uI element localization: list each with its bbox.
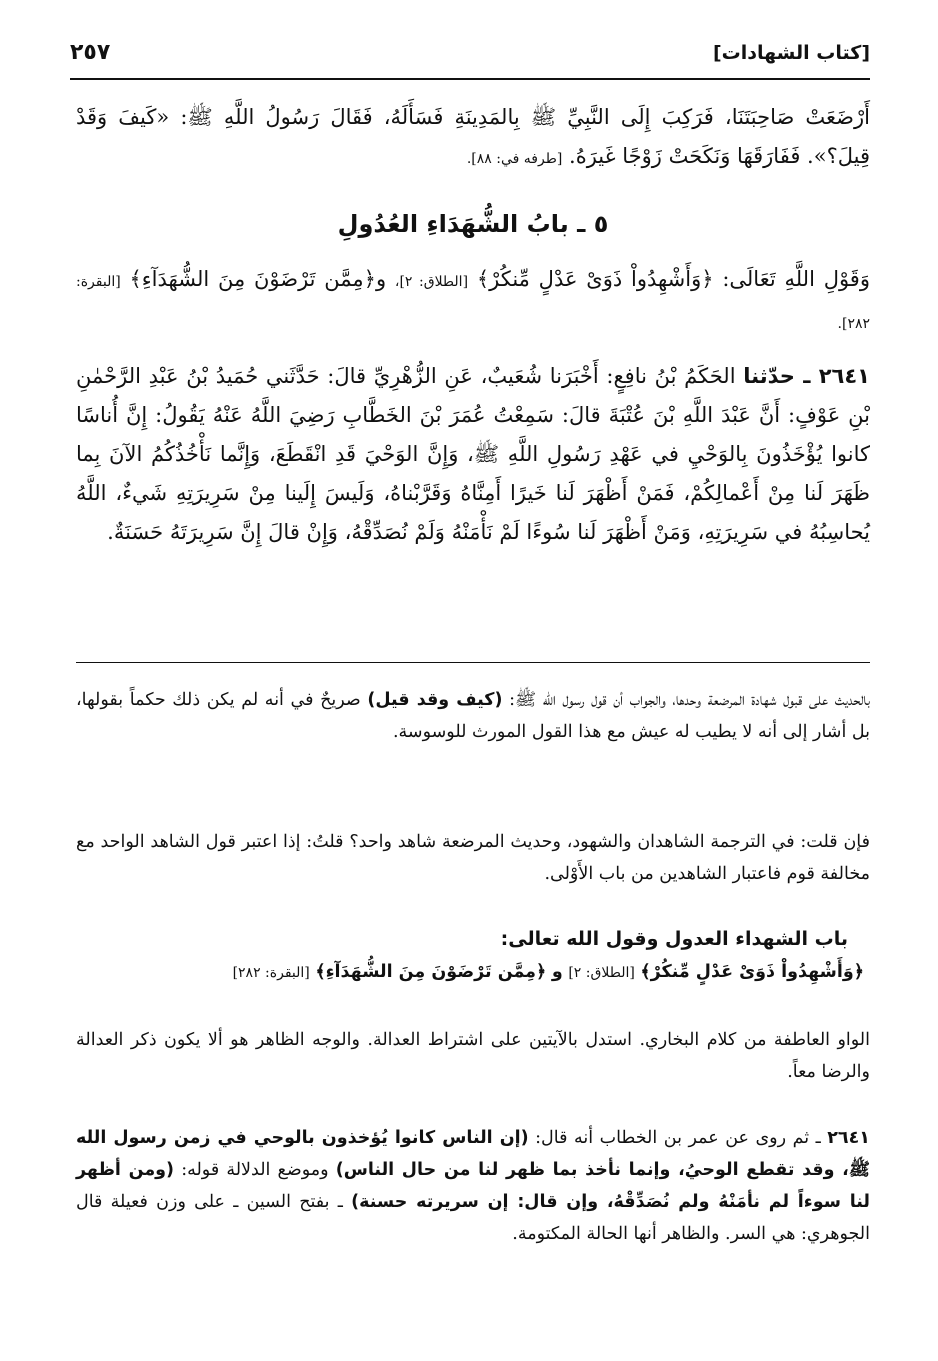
running-title: [كتاب الشهادات] (712, 42, 870, 64)
chapter-intro-ref-a: [الطلاق: ٢]، (394, 274, 469, 290)
commentary-paragraph-4 (76, 1122, 870, 1250)
chapter-intro-text-a: وَقَوْلِ اللَّهِ تَعَالَى: ﴿وَأَشْهِدُواْ ذَوَىْ عَدْلٍ مِّنكُرْ﴾ (476, 267, 870, 291)
commentary-heading: باب الشهداء العدول وقول الله تعالى: (500, 928, 848, 950)
verse-ref-a: [الطلاق: ٢] (568, 965, 635, 981)
commentary-p4-bold-a: (إن الناس كانوا يُؤخذون بالوحي في زمن رسول الله ﷺ، وقد تقطع الوحيُ، وإنما نأخذ بما ظهر لنا من حال الناس) (76, 1128, 870, 1180)
top-paragraph (76, 98, 870, 179)
hadith-text (76, 357, 870, 552)
verse-part-a: ﴿وَأَشْهِدُواْ ذَوَىْ عَدْلٍ مِّنكُرْ﴾ (640, 962, 864, 982)
commentary-paragraph-3: الواو العاطفة من كلام البخاري. استدل بالآيتين على اشتراط العدالة. والوجه الظاهر هو ألا يكون ذكر العدالة والرضا معاً. (76, 1030, 870, 1082)
commentary-p4-text-b: وموضع الدلالة قوله: (181, 1160, 329, 1180)
chapter-intro (76, 260, 870, 344)
commentary-p4-text-c: ـ بفتح السين ـ على وزن فعيلة قال الجوهري: هي السر. والظاهر أنها الحالة المكتومة. (76, 1192, 870, 1244)
top-paragraph-text: أَرْضَعَتْ صَاحِبَتَنَا، فَرَكِبَ إِلَى النَّبِيِّ ﷺ بِالمَدِينَةِ فَسَأَلَهُ، فَقَالَ رَسُولُ اللَّهِ ﷺ: «كَيفَ وَقَدْ قِيلَ؟». فَفَارَقَهَا وَنَكَحَتْ زَوْجًا غَيرَهُ. (76, 105, 870, 168)
verse-ref-b: [البقرة: ٢٨٢] (232, 965, 310, 981)
commentary-verse (233, 962, 864, 982)
commentary-paragraph-2: فإن قلت: في الترجمة الشاهدان والشهود، وحديث المرضعة شاهد واحد؟ قلتُ: إذا اعتبر قول الشاهد الواحد مع مخالفة قوم فاعتبار الشاهدين من باب الأَوْلى. (76, 832, 870, 884)
chapter-title: ٥ ـ بابُ الشُّهَدَاءِ العُدُولِ (337, 210, 609, 238)
verse-conj: و (551, 962, 563, 982)
page-header (70, 38, 870, 80)
footnote-divider (76, 662, 870, 663)
commentary-p1-text-b: صريحٌ في أنه لم يكن ذلك حكماً بقولها، بل أشار إلى أنه لا يطيب له عيش مع هذا القول المورث للوسوسة. (76, 690, 870, 742)
verse-part-b: ﴿مِمَّن تَرْضَوْنَ مِنَ الشُّهَدَآءِ﴾ (315, 962, 547, 982)
commentary-p4-number: ٢٦٤١ (827, 1128, 870, 1148)
chapter-intro-text-b: و﴿مِمَّن تَرْضَوْنَ مِنَ الشُّهَدَآءِ﴾ (129, 267, 387, 291)
hadith-body: الحَكَمُ بْنُ نافِعٍ: أَخْبَرَنا شُعَيبٌ، عَنِ الزُّهْرِيِّ قالَ: حَدَّثَني حُمَيدُ بْنُ عَبْدِ الرَّحْمٰنِ بْنِ عَوْفٍ: أَنَّ عَبْدَ اللَّهِ بْنَ عُتْبَةَ قالَ: سَمِعْتُ عُمَرَ بْنَ الخَطَّابِ رَضِيَ اللَّهُ عَنْهُ يَقُولُ: إِنَّ أُناسًا كانوا يُؤْخَذُونَ بِالوَحْيِ في عَهْدِ رَسُولِ اللَّهِ ﷺ، وَإِنَّ الوَحْيَ قَدِ انْقَطَعَ، وَإِنَّما نَأْخُذُكُمُ الآنَ بِما ظَهَرَ لَنا مِنْ أَعْمالِكُمْ، فَمَنْ أَظْهَرَ لَنا خَيرًا أَمِنَّاهُ وَقَرَّبْناهُ، وَلَيسَ إِلَينا مِنْ سَرِيرَتِهِ شَيءٌ، اللَّهُ يُحاسِبُهُ في سَرِيرَتِهِ، وَمَنْ أَظْهَرَ لَنا سُوءًا لَمْ نَأْمَنْهُ وَلَمْ نُصَدِّقْهُ، وَإِنْ قالَ إِنَّ سَرِيرَتَهُ حَسَنَةٌ. (76, 364, 870, 544)
page-number: ٢٥٧ (70, 40, 111, 65)
commentary-p4-text-a: ـ ثم روى عن عمر بن الخطاب أنه قال: (535, 1128, 821, 1148)
top-paragraph-ref: [طرفه في: ٨٨]. (466, 151, 563, 167)
commentary-p1-bold: (كيف وقد قيل) (367, 690, 503, 710)
hadith-lead: ٢٦٤١ ـ حدّثنا (743, 364, 870, 388)
commentary-p4-bold-b: (ومن أظهر لنا سوءاً لم نأمَنْهُ ولم نُصَدِّقْهُ، وإن قال: إن سريرته حسنة) (76, 1160, 870, 1212)
chapter-intro-ref-b: [البقرة: ٢٨٢]. (76, 274, 870, 332)
commentary-p1-text-a: بالحديث على قبول شهادة المرضعة وحدها، والجواب أن قول رسول الله ﷺ: (509, 690, 870, 710)
commentary-paragraph-1 (76, 684, 870, 748)
